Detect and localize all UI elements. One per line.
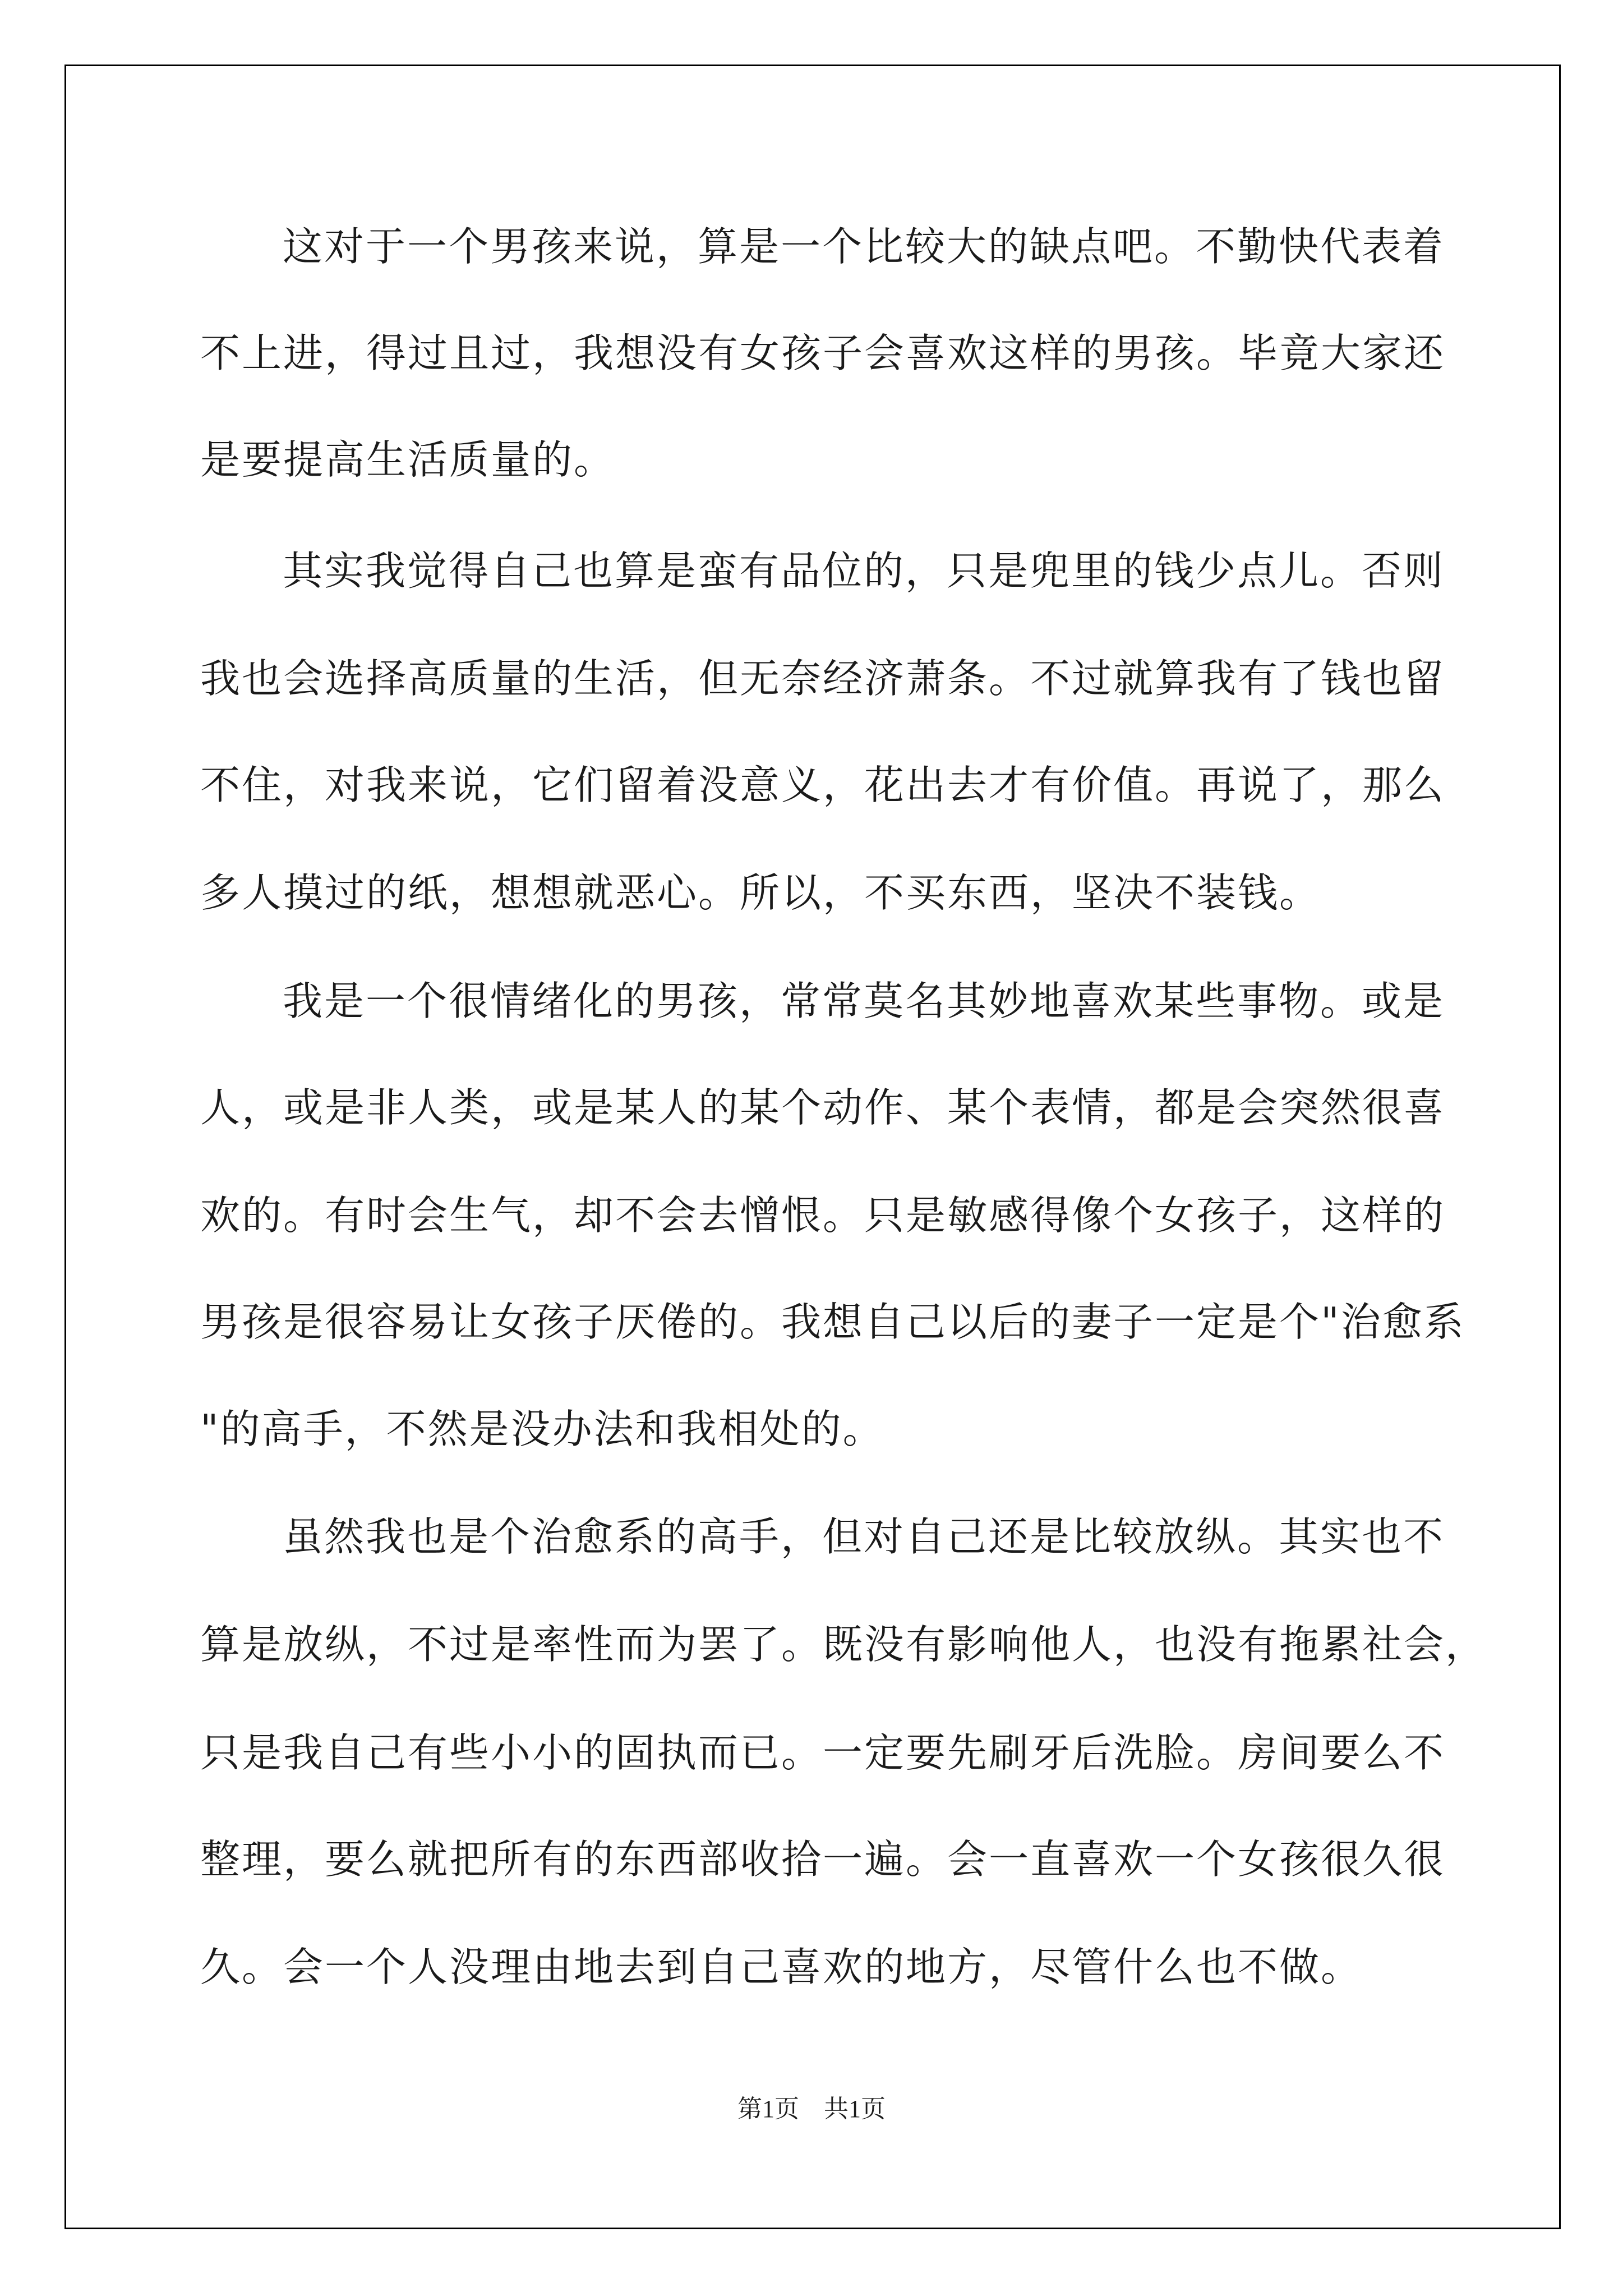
paragraph-3-line-3: 欢的。有时会生气，却不会去憎恨。只是敏感得像个女孩子，这样的 (200, 1192, 1446, 1239)
paragraph-1-line-1: 这对于一个男孩来说，算是一个比较大的缺点吧。不勤快代表着 (283, 223, 1445, 270)
paragraph-2-line-4: 多人摸过的纸，想想就恶心。所以，不买东西，坚决不装钱。 (200, 869, 1321, 916)
paragraph-3-line-4: 男孩是很容易让女孩子厌倦的。我想自己以后的妻子一定是个"治愈系 (200, 1299, 1465, 1345)
paragraph-1-line-2: 不上进，得过且过，我想没有女孩子会喜欢这样的男孩。毕竟大家还 (200, 330, 1446, 376)
paragraph-2-line-2: 我也会选择高质量的生活，但无奈经济萧条。不过就算我有了钱也留 (200, 655, 1446, 702)
paragraph-4-line-3: 只是我自己有些小小的固执而已。一定要先刷牙后洗脸。房间要么不 (200, 1729, 1446, 1776)
paragraph-2-line-1: 其实我觉得自己也算是蛮有品位的，只是兜里的钱少点儿。否则 (283, 547, 1445, 594)
paragraph-3-line-1: 我是一个很情绪化的男孩，常常莫名其妙地喜欢某些事物。或是 (283, 978, 1445, 1024)
paragraph-1-line-3: 是要提高生活质量的。 (200, 436, 616, 483)
paragraph-3-line-2: 人，或是非人类，或是某人的某个动作、某个表情，都是会突然很喜 (200, 1084, 1446, 1131)
paragraph-2-line-3: 不住，对我来说，它们留着没意义，花出去才有价值。再说了，那么 (200, 762, 1446, 808)
paragraph-3-line-5: "的高手，不然是没办法和我相处的。 (200, 1406, 884, 1452)
paragraph-4-line-5: 久。会一个人没理由地去到自己喜欢的地方，尽管什么也不做。 (200, 1944, 1363, 1990)
page-border (64, 65, 1561, 2229)
paragraph-4-line-1: 虽然我也是个治愈系的高手，但对自己还是比较放纵。其实也不 (283, 1513, 1445, 1560)
paragraph-4-line-4: 整理，要么就把所有的东西部收拾一遍。会一直喜欢一个女孩很久很 (200, 1836, 1446, 1883)
paragraph-4-line-2: 算是放纵，不过是率性而为罢了。既没有影响他人，也没有拖累社会， (200, 1621, 1487, 1668)
page-number: 第1页 共1页 (737, 2095, 886, 2123)
